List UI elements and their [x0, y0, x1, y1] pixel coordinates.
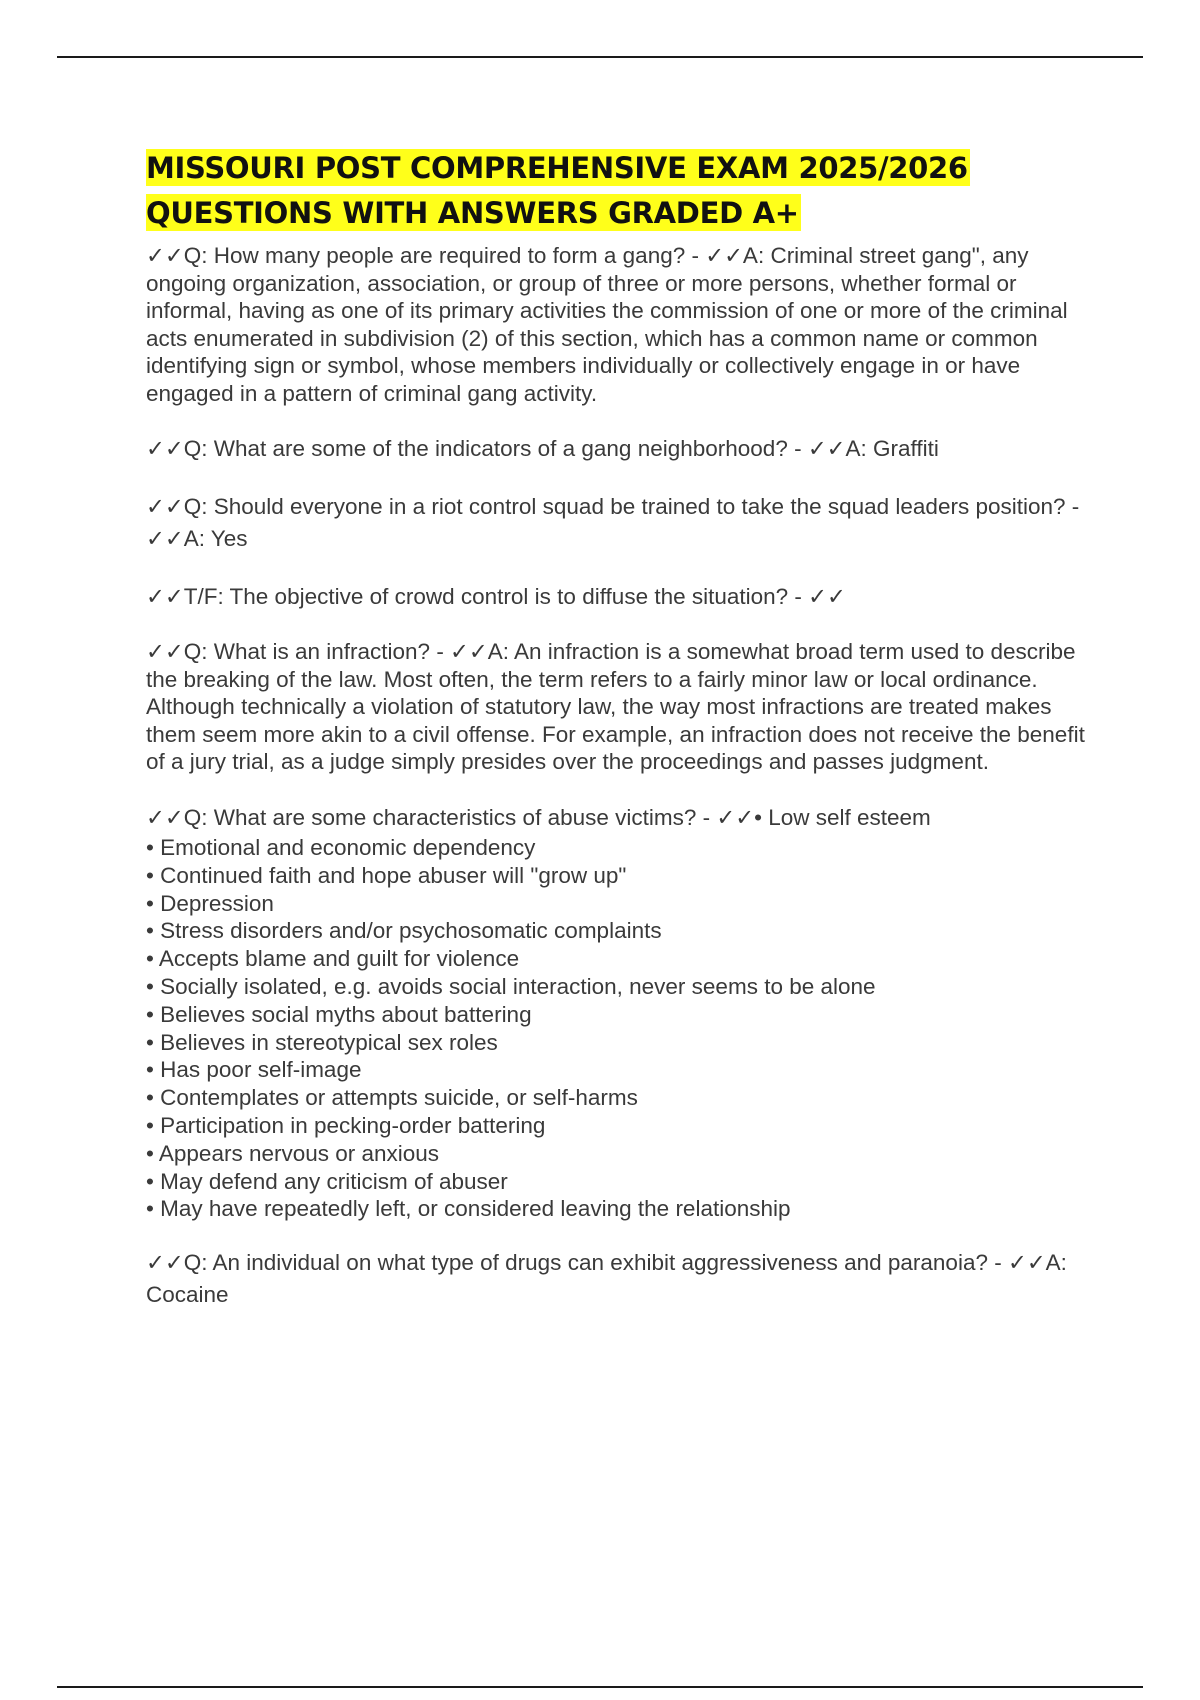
title-line-1: MISSOURI POST COMPREHENSIVE EXAM 2025/2026	[146, 151, 968, 185]
list-item: • May have repeatedly left, or considered leaving the relationship	[146, 1195, 1096, 1223]
list-item: • Accepts blame and guilt for violence	[146, 945, 1096, 973]
list-item: • Has poor self-image	[146, 1056, 1096, 1084]
qa-entry-riot-squad: ✓✓Q: Should everyone in a riot control squad be trained to take the squad leaders position? - ✓✓A: Yes	[146, 493, 1080, 551]
list-item: • Participation in pecking-order battering	[146, 1112, 1096, 1140]
footer-rule	[57, 1686, 1143, 1688]
list-item: • Believes social myths about battering	[146, 1001, 1096, 1029]
abuse-characteristics-list	[146, 834, 1096, 1223]
list-item: • Depression	[146, 890, 1096, 918]
list-item: • May defend any criticism of abuser	[146, 1168, 1096, 1196]
document-body	[146, 146, 1096, 1311]
qa-entry-abuse-victims	[146, 804, 1096, 1224]
list-item: • Socially isolated, e.g. avoids social interaction, never seems to be alone	[146, 973, 1096, 1001]
list-item: • Stress disorders and/or psychosomatic complaints	[146, 917, 1096, 945]
document-title	[146, 146, 1096, 236]
qa-entry-gang-definition: ✓✓Q: How many people are required to form a gang? - ✓✓A: Criminal street gang", any ongoing organization, association, or group of three or more persons, whether formal or informal, having as one of its primary activities the commission of one or more of the criminal acts enumerated in subdivision (2) of this section, which has a common name or common identifying sign or symbol, whose members individually or collectively engage in or have engaged in a pattern of criminal gang activity.	[146, 243, 1068, 406]
title-line-2: QUESTIONS WITH ANSWERS GRADED A+	[146, 196, 799, 230]
qa-entry-infraction: ✓✓Q: What is an infraction? - ✓✓A: An infraction is a somewhat broad term used to describe the breaking of the law. Most often, the term refers to a fairly minor law or local ordinance. Although technically a violation of statutory law, the way most infractions are treated makes them seem more akin to a civil offense. For example, an infraction does not receive the benefit of a jury trial, as a judge simply presides over the proceedings and passes judgment.	[146, 639, 1085, 774]
list-item: • Believes in stereotypical sex roles	[146, 1029, 1096, 1057]
qa-question-abuse-victims: ✓✓Q: What are some characteristics of abuse victims? - ✓✓• Low self esteem	[146, 804, 931, 830]
qa-entry-cocaine: ✓✓Q: An individual on what type of drugs can exhibit aggressiveness and paranoia? - ✓✓A: Cocaine	[146, 1250, 1067, 1308]
header-rule	[57, 56, 1143, 58]
qa-entry-gang-indicators: ✓✓Q: What are some of the indicators of a gang neighborhood? - ✓✓A: Graffiti	[146, 436, 939, 461]
qa-entry-crowd-control: ✓✓T/F: The objective of crowd control is to diffuse the situation? - ✓✓	[146, 583, 846, 609]
list-item: • Contemplates or attempts suicide, or self-harms	[146, 1084, 1096, 1112]
list-item: • Continued faith and hope abuser will "grow up"	[146, 862, 1096, 890]
list-item: • Appears nervous or anxious	[146, 1140, 1096, 1168]
list-item: • Emotional and economic dependency	[146, 834, 1096, 862]
